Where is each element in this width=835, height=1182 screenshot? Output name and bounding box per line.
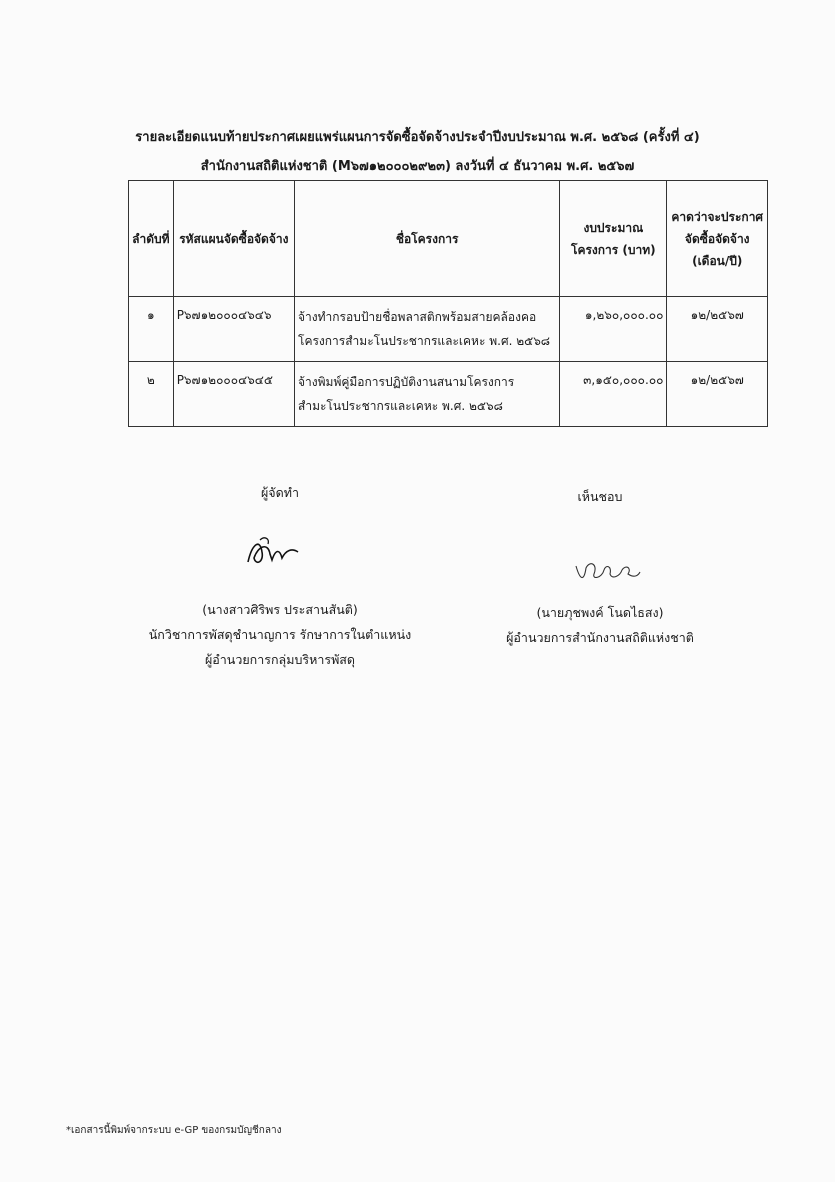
table-row [129, 297, 768, 362]
approver-role: เห็นชอบ [577, 489, 623, 504]
row-no: ๒ [129, 362, 174, 427]
title-line-1: รายละเอียดแนบท้ายประกาศเผยแพร่แผนการจัดซื้อจัดจ้างประจำปีงบประมาณ พ.ศ. ๒๕๖๘ (ครั้งที่ ๔) [135, 130, 700, 145]
approver-name: (นายภุชพงค์ โนดไธสง) [536, 605, 664, 620]
row-expected-month: ๑๒/๒๕๖๗ [667, 362, 768, 427]
approver-block [448, 600, 752, 650]
approver-position: ผู้อำนวยการสำนักงานสถิติแห่งชาติ [506, 630, 694, 645]
title-line-2: สำนักงานสถิติแห่งชาติ (M๖๗๑๒๐๐๐๒๙๒๓) ลงวันที่ ๔ ธันวาคม พ.ศ. ๒๕๖๗ [200, 159, 635, 174]
preparer-name: (นางสาวศิริพร ประสานสันติ) [202, 602, 358, 617]
header-plan-code: รหัสแผนจัดซื้อจัดจ้าง [173, 181, 294, 297]
row-plan-code: P๖๗๑๒๐๐๐๔๖๔๖ [173, 297, 294, 362]
header-project-name: ชื่อโครงการ [295, 181, 560, 297]
row-budget: ๓,๑๕๐,๐๐๐.๐๐ [560, 362, 667, 427]
footnote: *เอกสารนี้พิมพ์จากระบบ e-GP ของกรมบัญชีกลาง [66, 1125, 282, 1136]
row-project-name: จ้างพิมพ์คู่มือการปฏิบัติงานสนามโครงการสำมะโนประชากรและเคหะ พ.ศ. ๒๕๖๘ [295, 362, 560, 427]
row-plan-code: P๖๗๑๒๐๐๐๔๖๔๕ [173, 362, 294, 427]
row-no: ๑ [129, 297, 174, 362]
preparer-block [100, 597, 460, 672]
row-project-name: จ้างทำกรอบป้ายชื่อพลาสติกพร้อมสายคล้องคอโครงการสำมะโนประชากรและเคหะ พ.ศ. ๒๕๖๘ [295, 297, 560, 362]
header-expected-month: คาดว่าจะประกาศจัดซื้อจัดจ้าง (เดือน/ปี) [667, 181, 768, 297]
approver-signature [572, 556, 642, 586]
header-budget: งบประมาณโครงการ (บาท) [560, 181, 667, 297]
table-row [129, 362, 768, 427]
procurement-plan-table [128, 180, 768, 427]
row-expected-month: ๑๒/๒๕๖๗ [667, 297, 768, 362]
row-budget: ๑,๒๖๐,๐๐๐.๐๐ [560, 297, 667, 362]
preparer-role: ผู้จัดทำ [260, 485, 300, 500]
preparer-position-2: ผู้อำนวยการกลุ่มบริหารพัสดุ [204, 652, 356, 667]
preparer-signature [242, 532, 302, 572]
header-no: ลำดับที่ [129, 181, 174, 297]
table-header-row [129, 181, 768, 297]
preparer-position: นักวิชาการพัสดุชำนาญการ รักษาการในตำแหน่ง [148, 627, 412, 642]
